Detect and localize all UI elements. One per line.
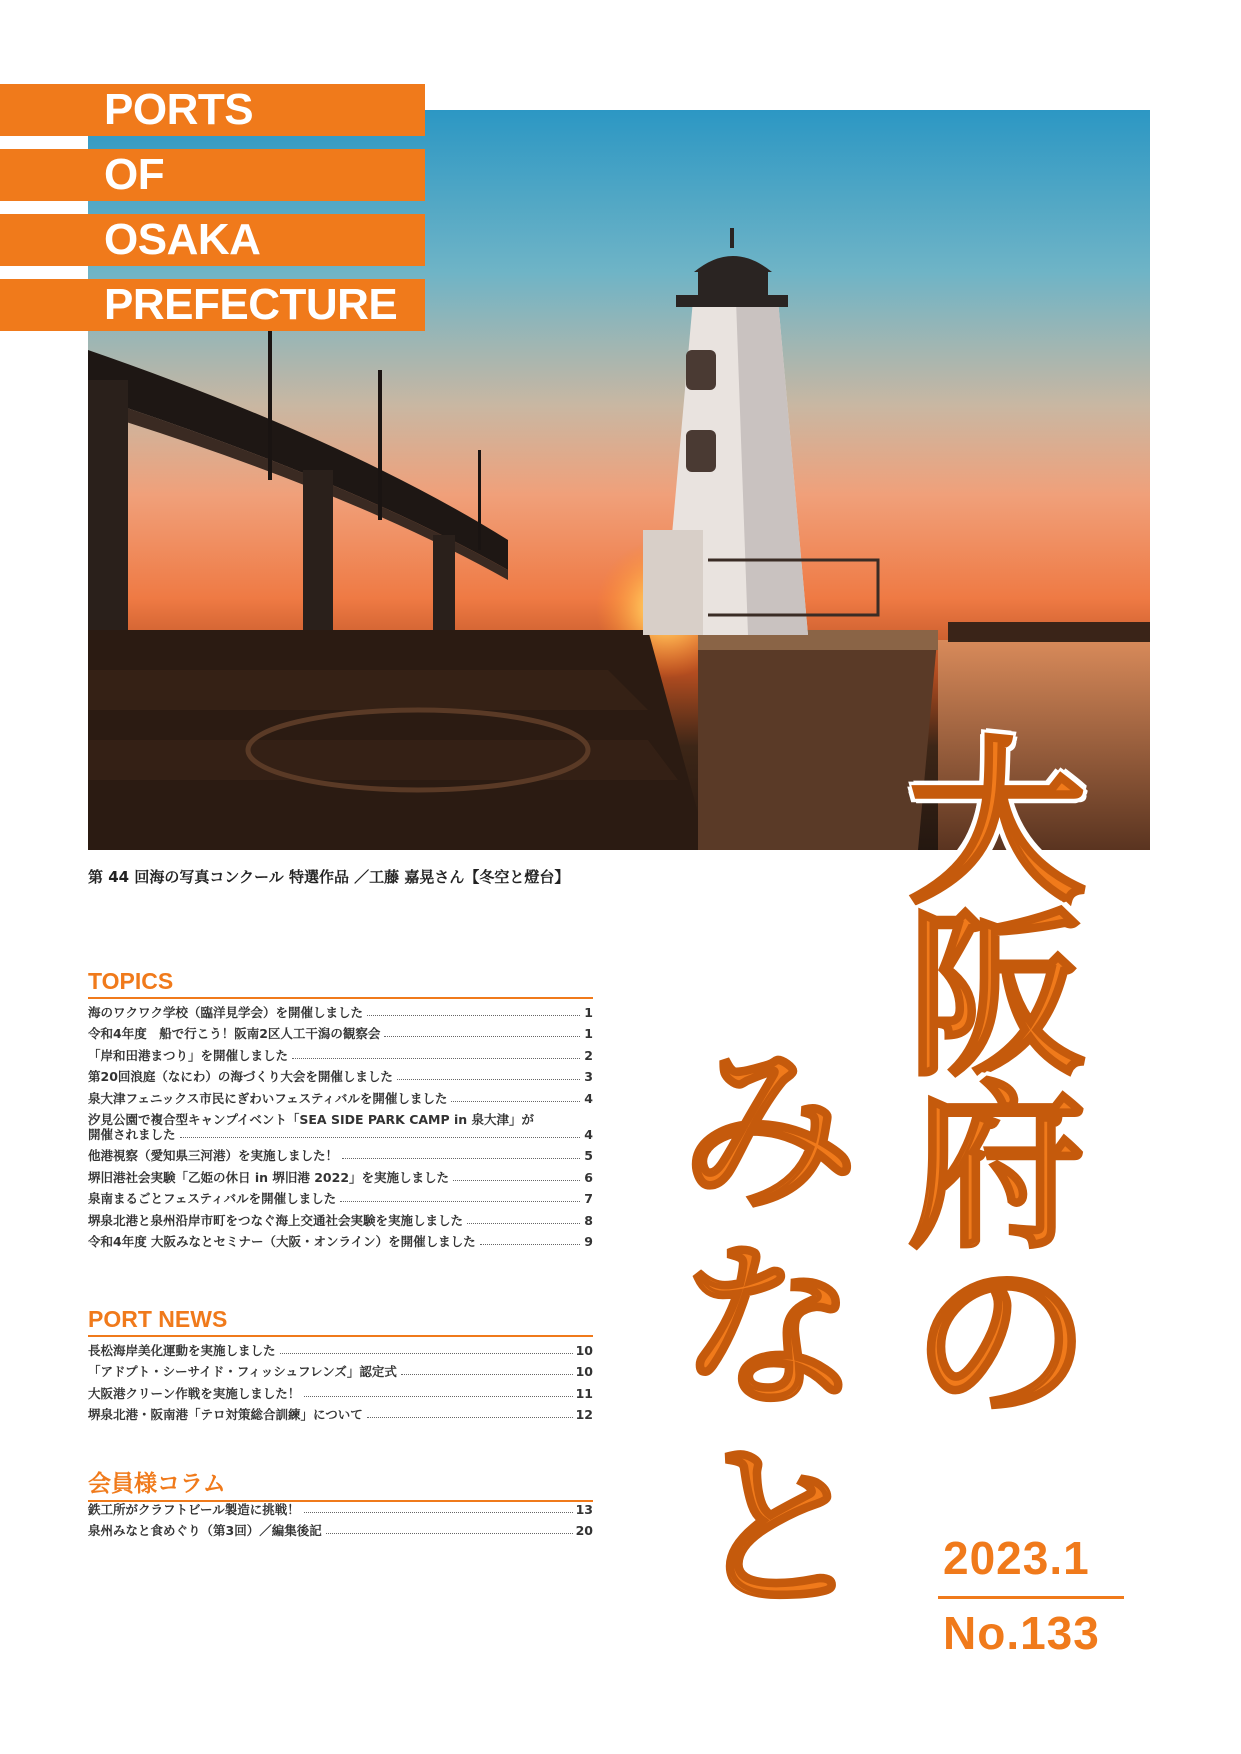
toc-item — [88, 1170, 593, 1185]
issue-date: 2023.1 — [943, 1532, 1090, 1584]
toc-leader-dots — [340, 1201, 580, 1202]
toc-item-title: 堺旧港社会実験「乙姫の休日 in 堺旧港 2022」を実施しました — [88, 1169, 450, 1185]
toc-item — [88, 1191, 593, 1206]
title-char-saka: 阪 — [908, 893, 1086, 1100]
photo-caption: 第 44 回海の写真コンクール 特選作品 ／工藤 嘉晃さん【冬空と燈台】 — [88, 868, 570, 886]
toc-page-number: 10 — [575, 1343, 593, 1358]
toc-item — [88, 1407, 593, 1422]
masthead-line-ports: PORTS — [0, 84, 425, 136]
toc-item-title: 令和4年度 船で行こう！阪南2区人工干潟の観察会 — [88, 1026, 381, 1042]
toc-page-number: 3 — [584, 1069, 593, 1085]
toc-page-number: 20 — [575, 1523, 593, 1539]
toc-item-title: 大阪港クリーン作戦を実施しました！ — [88, 1385, 301, 1401]
toc-item — [88, 1148, 593, 1163]
toc-page-number: 5 — [584, 1148, 593, 1164]
title-char-no: の — [912, 1239, 1090, 1446]
title-char-to: と — [690, 1425, 868, 1632]
port-news-heading: PORT NEWS — [88, 1306, 593, 1337]
toc-page-number: 4 — [584, 1090, 593, 1106]
toc-page-number: 13 — [575, 1502, 593, 1517]
title-char-fu: 府 — [908, 1065, 1086, 1272]
toc-leader-dots — [367, 1015, 580, 1016]
port-news-list — [88, 1343, 593, 1429]
toc-leader-dots — [180, 1137, 580, 1138]
toc-item-title: 泉南まるごとフェスティバルを開催しました — [88, 1191, 337, 1207]
toc-item-title: 長松海岸美化運動を実施しました — [88, 1343, 276, 1358]
toc-page-number: 10 — [575, 1364, 593, 1380]
toc-leader-dots — [453, 1180, 580, 1181]
topics-heading: TOPICS — [88, 968, 593, 999]
toc-item-title: 堺泉北港・阪南港「テロ対策総合訓練」について — [88, 1407, 363, 1423]
toc-leader-dots — [467, 1223, 580, 1224]
toc-leader-dots — [304, 1512, 573, 1513]
toc-page-number: 4 — [584, 1126, 593, 1142]
toc-item — [88, 1523, 593, 1538]
toc-leader-dots — [397, 1079, 580, 1080]
toc-item — [88, 1343, 593, 1358]
toc-leader-dots — [280, 1353, 573, 1354]
toc-page-number: 8 — [584, 1212, 593, 1228]
title-char-dai: 大 — [908, 721, 1086, 928]
toc-item-title: 他港視察（愛知県三河港）を実施しました！ — [88, 1148, 339, 1164]
toc-item-title: 堺泉北港と泉州沿岸市町をつなぐ海上交通社会実験を実施しました — [88, 1212, 464, 1228]
toc-leader-dots — [401, 1374, 573, 1375]
toc-leader-dots — [480, 1244, 580, 1245]
masthead-line-prefecture: PREFECTURE — [0, 279, 425, 331]
issue-divider — [938, 1596, 1124, 1599]
toc-item — [88, 1005, 593, 1020]
toc-item-title: 泉大津フェニックス市民にぎわいフェスティバルを開催しました — [88, 1090, 448, 1106]
title-char-mi: み — [680, 1027, 858, 1234]
title-char-na: な — [680, 1225, 858, 1432]
toc-page-number: 9 — [584, 1233, 593, 1249]
toc-item — [88, 1234, 593, 1249]
toc-item-title: 海のワクワク学校（臨洋見学会）を開催しました — [88, 1005, 364, 1020]
toc-page-number: 6 — [584, 1169, 593, 1185]
toc-page-number: 2 — [584, 1047, 593, 1063]
masthead-line-osaka: OSAKA — [0, 214, 425, 266]
toc-leader-dots — [384, 1036, 580, 1037]
toc-item-title: 鉄工所がクラフトビール製造に挑戦！ — [88, 1502, 300, 1517]
toc-item-title: 汐見公園で複合型キャンプイベント「SEA SIDE PARK CAMP in 泉大津」が — [88, 1111, 535, 1127]
masthead-line-of: OF — [0, 149, 425, 201]
toc-item-title: 「アドプト・シーサイド・フィッシュフレンズ」認定式 — [88, 1364, 397, 1380]
toc-item — [88, 1091, 593, 1106]
issue-number: No.133 — [943, 1607, 1100, 1659]
toc-page-number: 11 — [575, 1385, 593, 1401]
toc-item — [88, 1386, 593, 1401]
toc-leader-dots — [292, 1058, 580, 1059]
toc-page-number: 7 — [584, 1191, 593, 1207]
toc-item — [88, 1502, 593, 1517]
member-column-heading: 会員様コラム — [88, 1465, 593, 1502]
toc-leader-dots — [367, 1417, 573, 1418]
toc-item — [88, 1069, 593, 1084]
toc-item-title: 第20回浪庭（なにわ）の海づくり大会を開催しました — [88, 1069, 393, 1085]
topics-list — [88, 1005, 593, 1255]
toc-item-title: 令和4年度 大阪みなとセミナー（大阪・オンライン）を開催しました — [88, 1233, 476, 1249]
toc-leader-dots — [342, 1158, 580, 1159]
toc-item — [88, 1364, 593, 1379]
toc-item — [88, 1026, 593, 1041]
toc-page-number: 1 — [584, 1005, 593, 1020]
toc-page-number: 1 — [584, 1026, 593, 1042]
toc-item-title: 「岸和田港まつり」を開催しました — [88, 1047, 289, 1063]
toc-leader-dots — [451, 1101, 580, 1102]
toc-item-title-continued: 開催されました — [88, 1126, 176, 1142]
toc-leader-dots — [326, 1533, 573, 1534]
toc-item — [88, 1048, 593, 1063]
toc-leader-dots — [304, 1396, 572, 1397]
toc-page-number: 12 — [575, 1407, 593, 1423]
member-column-list — [88, 1502, 593, 1545]
toc-item — [88, 1112, 593, 1142]
toc-item — [88, 1213, 593, 1228]
toc-item-title: 泉州みなと食めぐり（第3回）／編集後記 — [88, 1523, 322, 1539]
